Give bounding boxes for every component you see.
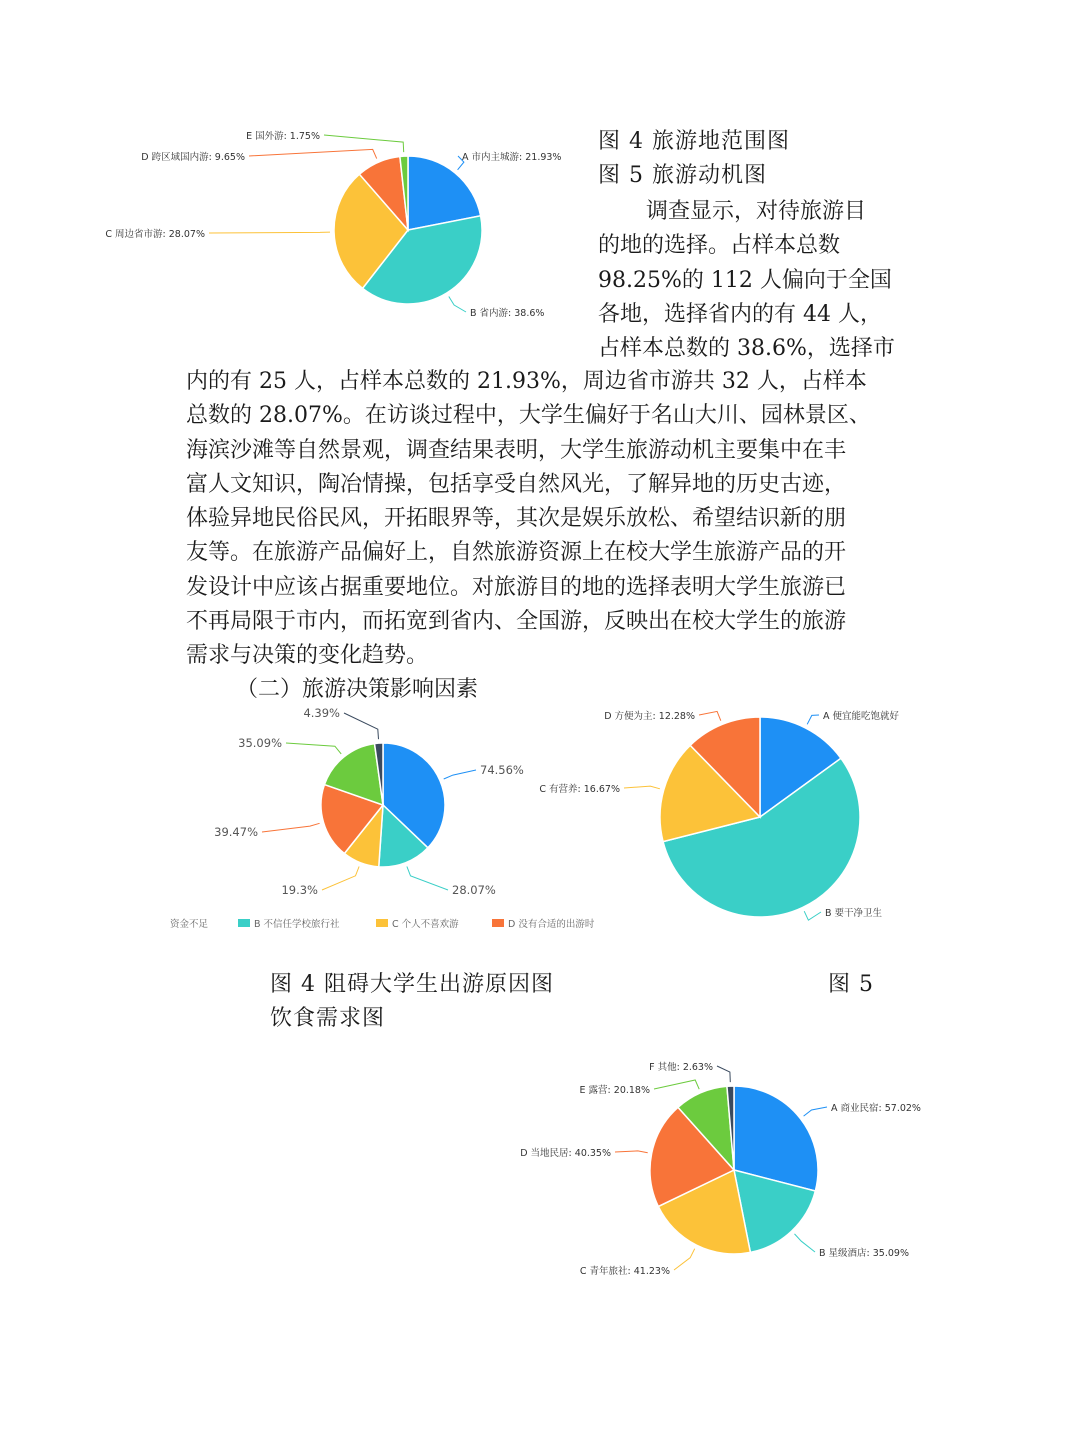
caption-fig5-motive: 图 5 旅游动机图	[598, 163, 767, 188]
leader-line	[654, 1080, 699, 1089]
text-line: 内的有 25 人，占样本总数的 21.93%，周边省市游共 32 人，占样本	[186, 369, 867, 394]
slice-label: 39.47%	[214, 825, 258, 839]
slice-label: F 其他: 2.63%	[649, 1062, 713, 1073]
text-line: 调查显示，对待旅游目	[646, 199, 867, 224]
leader-line	[795, 1234, 816, 1252]
leader-line	[717, 1066, 730, 1082]
slice-label: B 要干净卫生	[825, 908, 883, 919]
text-line: 占样本总数的 38.6%，选择市	[598, 336, 895, 362]
body-paragraph	[186, 365, 898, 674]
leader-line	[624, 786, 660, 789]
slice-label: C 周边省市游: 28.07%	[105, 229, 205, 240]
leader-line	[615, 1151, 648, 1153]
slice-label: B 省内游: 38.6%	[470, 308, 545, 319]
text-line: 总数的 28.07%。在访谈过程中，大学生偏好于名山大川、园林景区、	[186, 403, 871, 429]
text-line: 富人文知识，陶冶情操，包括享受自然风光，了解异地的历史古迹，	[186, 471, 847, 497]
slice-label: A 便宜能吃饱就好	[823, 711, 900, 722]
slice-label: D 当地民居: 40.35%	[520, 1148, 611, 1159]
legend-item: D 没有合适的出游时	[508, 919, 595, 930]
slice-label: 35.09%	[238, 736, 282, 750]
leader-line	[344, 713, 379, 739]
slice-label: C 有营养: 16.67%	[539, 784, 620, 795]
text-line: 需求与决策的变化趋势。	[186, 643, 429, 669]
leader-line	[262, 823, 320, 832]
text-line: 体验异地民俗民风，开拓眼界等，其次是娱乐放松、希望结识新的朋	[186, 506, 847, 532]
text-line: 友等。在旅游产品偏好上，自然旅游资源上在校大学生旅游产品的开	[186, 540, 847, 566]
legend-item: B 不信任学校旅行社	[254, 919, 340, 930]
leader-line	[249, 149, 377, 158]
caption-fig4-obstacle: 图 4 阻碍大学生出游原因图	[270, 972, 554, 997]
slice-label: B 星级酒店: 35.09%	[819, 1248, 909, 1259]
slice-label: 28.07%	[452, 883, 496, 897]
slice-label: 4.39%	[303, 706, 340, 720]
legend-item: 资金不足	[170, 919, 209, 930]
slice-label: E 露营: 20.18%	[579, 1085, 650, 1096]
slice-label: A 商业民宿: 57.02%	[831, 1103, 921, 1114]
text-line: 海滨沙滩等自然景观，调查结果表明，大学生旅游动机主要集中在丰	[186, 437, 847, 463]
caption-fig5: 图 5	[828, 972, 874, 997]
leader-line	[804, 911, 821, 920]
pie-chart-food	[525, 700, 925, 920]
text-line: 98.25%的 112 人偏向于全国	[598, 267, 892, 293]
text-line: 各地，选择省内的有 44 人，	[598, 301, 882, 327]
text-line: 的地的选择。占样本总数	[598, 233, 841, 259]
leader-line	[807, 715, 819, 724]
pie-chart-lodging	[505, 1050, 945, 1280]
text-line: 发设计中应该占据重要地位。对旅游目的地的选择表明大学生旅游已	[186, 574, 847, 600]
leader-line	[444, 770, 476, 779]
leader-line	[209, 232, 330, 233]
slice-label: E 国外游: 1.75%	[246, 131, 320, 142]
leader-line	[804, 1107, 827, 1116]
section-heading: （二）旅游决策影响因素	[236, 677, 479, 702]
leader-line	[449, 297, 466, 313]
legend-swatch	[238, 919, 250, 927]
pie-chart-destination-range	[105, 120, 590, 330]
leader-line	[286, 743, 341, 754]
leader-line	[699, 711, 721, 720]
slice-label: C 青年旅社: 41.23%	[579, 1266, 670, 1277]
leader-line	[322, 867, 359, 891]
slice-label: D 方便为主: 12.28%	[604, 711, 695, 722]
slice-label: 74.56%	[480, 763, 524, 777]
right-paragraph	[598, 195, 898, 366]
caption-fig4-range: 图 4 旅游地范围图	[598, 129, 790, 154]
leader-line	[407, 867, 448, 891]
legend-swatch	[492, 919, 504, 927]
slice-label: A 市内主城游: 21.93%	[462, 152, 562, 163]
slice-label: D 跨区域国内游: 9.65%	[141, 152, 245, 163]
caption-fig5-food: 饮食需求图	[270, 1006, 386, 1031]
slice-label: 19.3%	[281, 883, 318, 897]
leader-line	[674, 1249, 695, 1270]
legend-item: C 个人不喜欢游	[392, 919, 459, 930]
legend-swatch	[376, 919, 388, 927]
text-line: 不再局限于市内，而拓宽到省内、全国游，反映出在校大学生的旅游	[186, 609, 847, 635]
